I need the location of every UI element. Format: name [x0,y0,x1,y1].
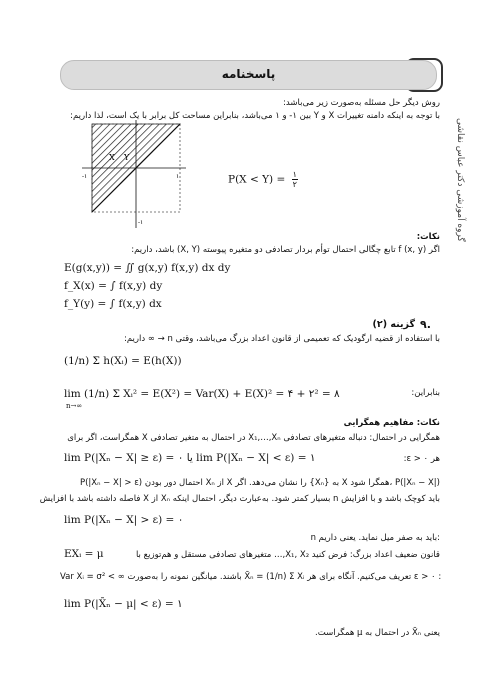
limit-zero-formula: lim P(|Xₙ − X| > ε) = ۰ [64,514,184,526]
question-answer-head: گزینه (۲) [372,319,415,330]
header-title: پاسخنامه [221,67,276,81]
result-fraction [292,170,298,189]
ergodic-formula: (1/n) Σ h(Xᵢ) = E(h(X)) [64,355,182,367]
therefore-label: بنابراین: [411,388,440,398]
note1-text: اگر f (x, y) تابع چگالی احتمال توأم بردار تصادفی دو متغیره پیوسته (X, Y) باشد، داریم: [131,245,440,255]
mean-formula: EXᵢ = μ [64,548,104,560]
formula-marginal-x: f_X(x) = ∫ f(x,y) dy [64,280,163,292]
tick-one: ۱ [176,173,180,180]
intro-line-2: با توجه به اینکه دامنه تغییرات X و Y بین ۱- و ۱ می‌باشد، بنابراین مساحت کل برابر با یک است، لذا داریم: [70,111,440,121]
note1-head: نکات: [416,232,440,242]
graph-y-label: Y [124,153,130,162]
note2-line-6: Var Xᵢ = σ² < ∞ باشند. میانگین نمونه را به‌صورت X̄ₙ = (1/n) Σ Xᵢ تعریف می‌کنیم. آنگاه برای هر ε > ۰ : [60,572,442,582]
note2-line-3: باید کوچک باشد و با افزایش n بسیار کمتر شود. به‌عبارت دیگر، احتمال اینکه Xₙ از X فاصله داشته باشد با افزایش [39,494,440,504]
q9-line: با استفاده از قضیه ارگودیک که تعمیمی از قانون اعداد بزرگ می‌باشد، وقتی n → ∞ داریم: [123,334,440,344]
note2-line-1: همگرایی در احتمال: دنباله متغیرهای تصادفی X₁,…,Xₙ در احتمال به متغیر تصادفی X همگراست، اگر برای [67,433,440,443]
region-graph [78,120,188,230]
page-header [60,60,437,90]
result-denominator: ۲ [292,180,297,189]
result-numerator: ۱ [292,170,297,179]
note2-line-7: یعنی X̄ₙ در احتمال به μ همگراست. [315,628,440,638]
side-label: گروه آموزشی دکتر عباس نقاشی [455,118,465,242]
tick-minus-one-y: -۱ [138,219,144,226]
formula-marginal-y: f_Y(y) = ∫ f(x,y) dx [64,298,162,310]
tick-minus-one-x: -۱ [82,173,88,180]
formula-expectation: E(g(x,y)) = ∬ g(x,y) f(x,y) dx dy [64,262,231,274]
epsilon-condition: هر ε > ۰: [403,454,440,464]
result-lhs: P(X < Y) = [228,173,286,186]
graph-x-label: X [109,153,115,162]
note2-line-2: P(|Xₙ − X| > ε) احتمال دور بودن Xₙ از X را نشان می‌دهد. اگر {Xₙ} به X همگرا شود، P(|Xₙ − X|) [79,478,440,488]
weak-law-formula: lim P(|X̄ₙ − μ| < ε) = ۱ [64,598,183,610]
note2-line-4: n باید به صفر میل نماید. یعنی داریم: [310,533,440,543]
convergence-formula: lim P(|Xₙ − X| ≥ ε) = ۰ یا lim P(|Xₙ − X| < ε) = ۱ [64,452,316,464]
lim-subscript: n→∞ [66,402,83,410]
intro-line-1: روش دیگر حل مسئله به‌صورت زیر می‌باشد: [283,98,440,108]
note2-line-5: قانون ضعیف اعداد بزرگ: فرض کنید X₁, X₂,… متغیرهای تصادفی مستقل و هم‌توزیع با [135,550,440,560]
note2-head: نکات: مفاهیم همگرایی [343,418,440,428]
result-formula [228,170,298,189]
second-moment-formula: lim (1/n) Σ Xᵢ² = E(X²) = Var(X) + E(X)² = ۴ + ۲² = ۸ [64,388,340,400]
question-number: ۹. [420,318,431,331]
